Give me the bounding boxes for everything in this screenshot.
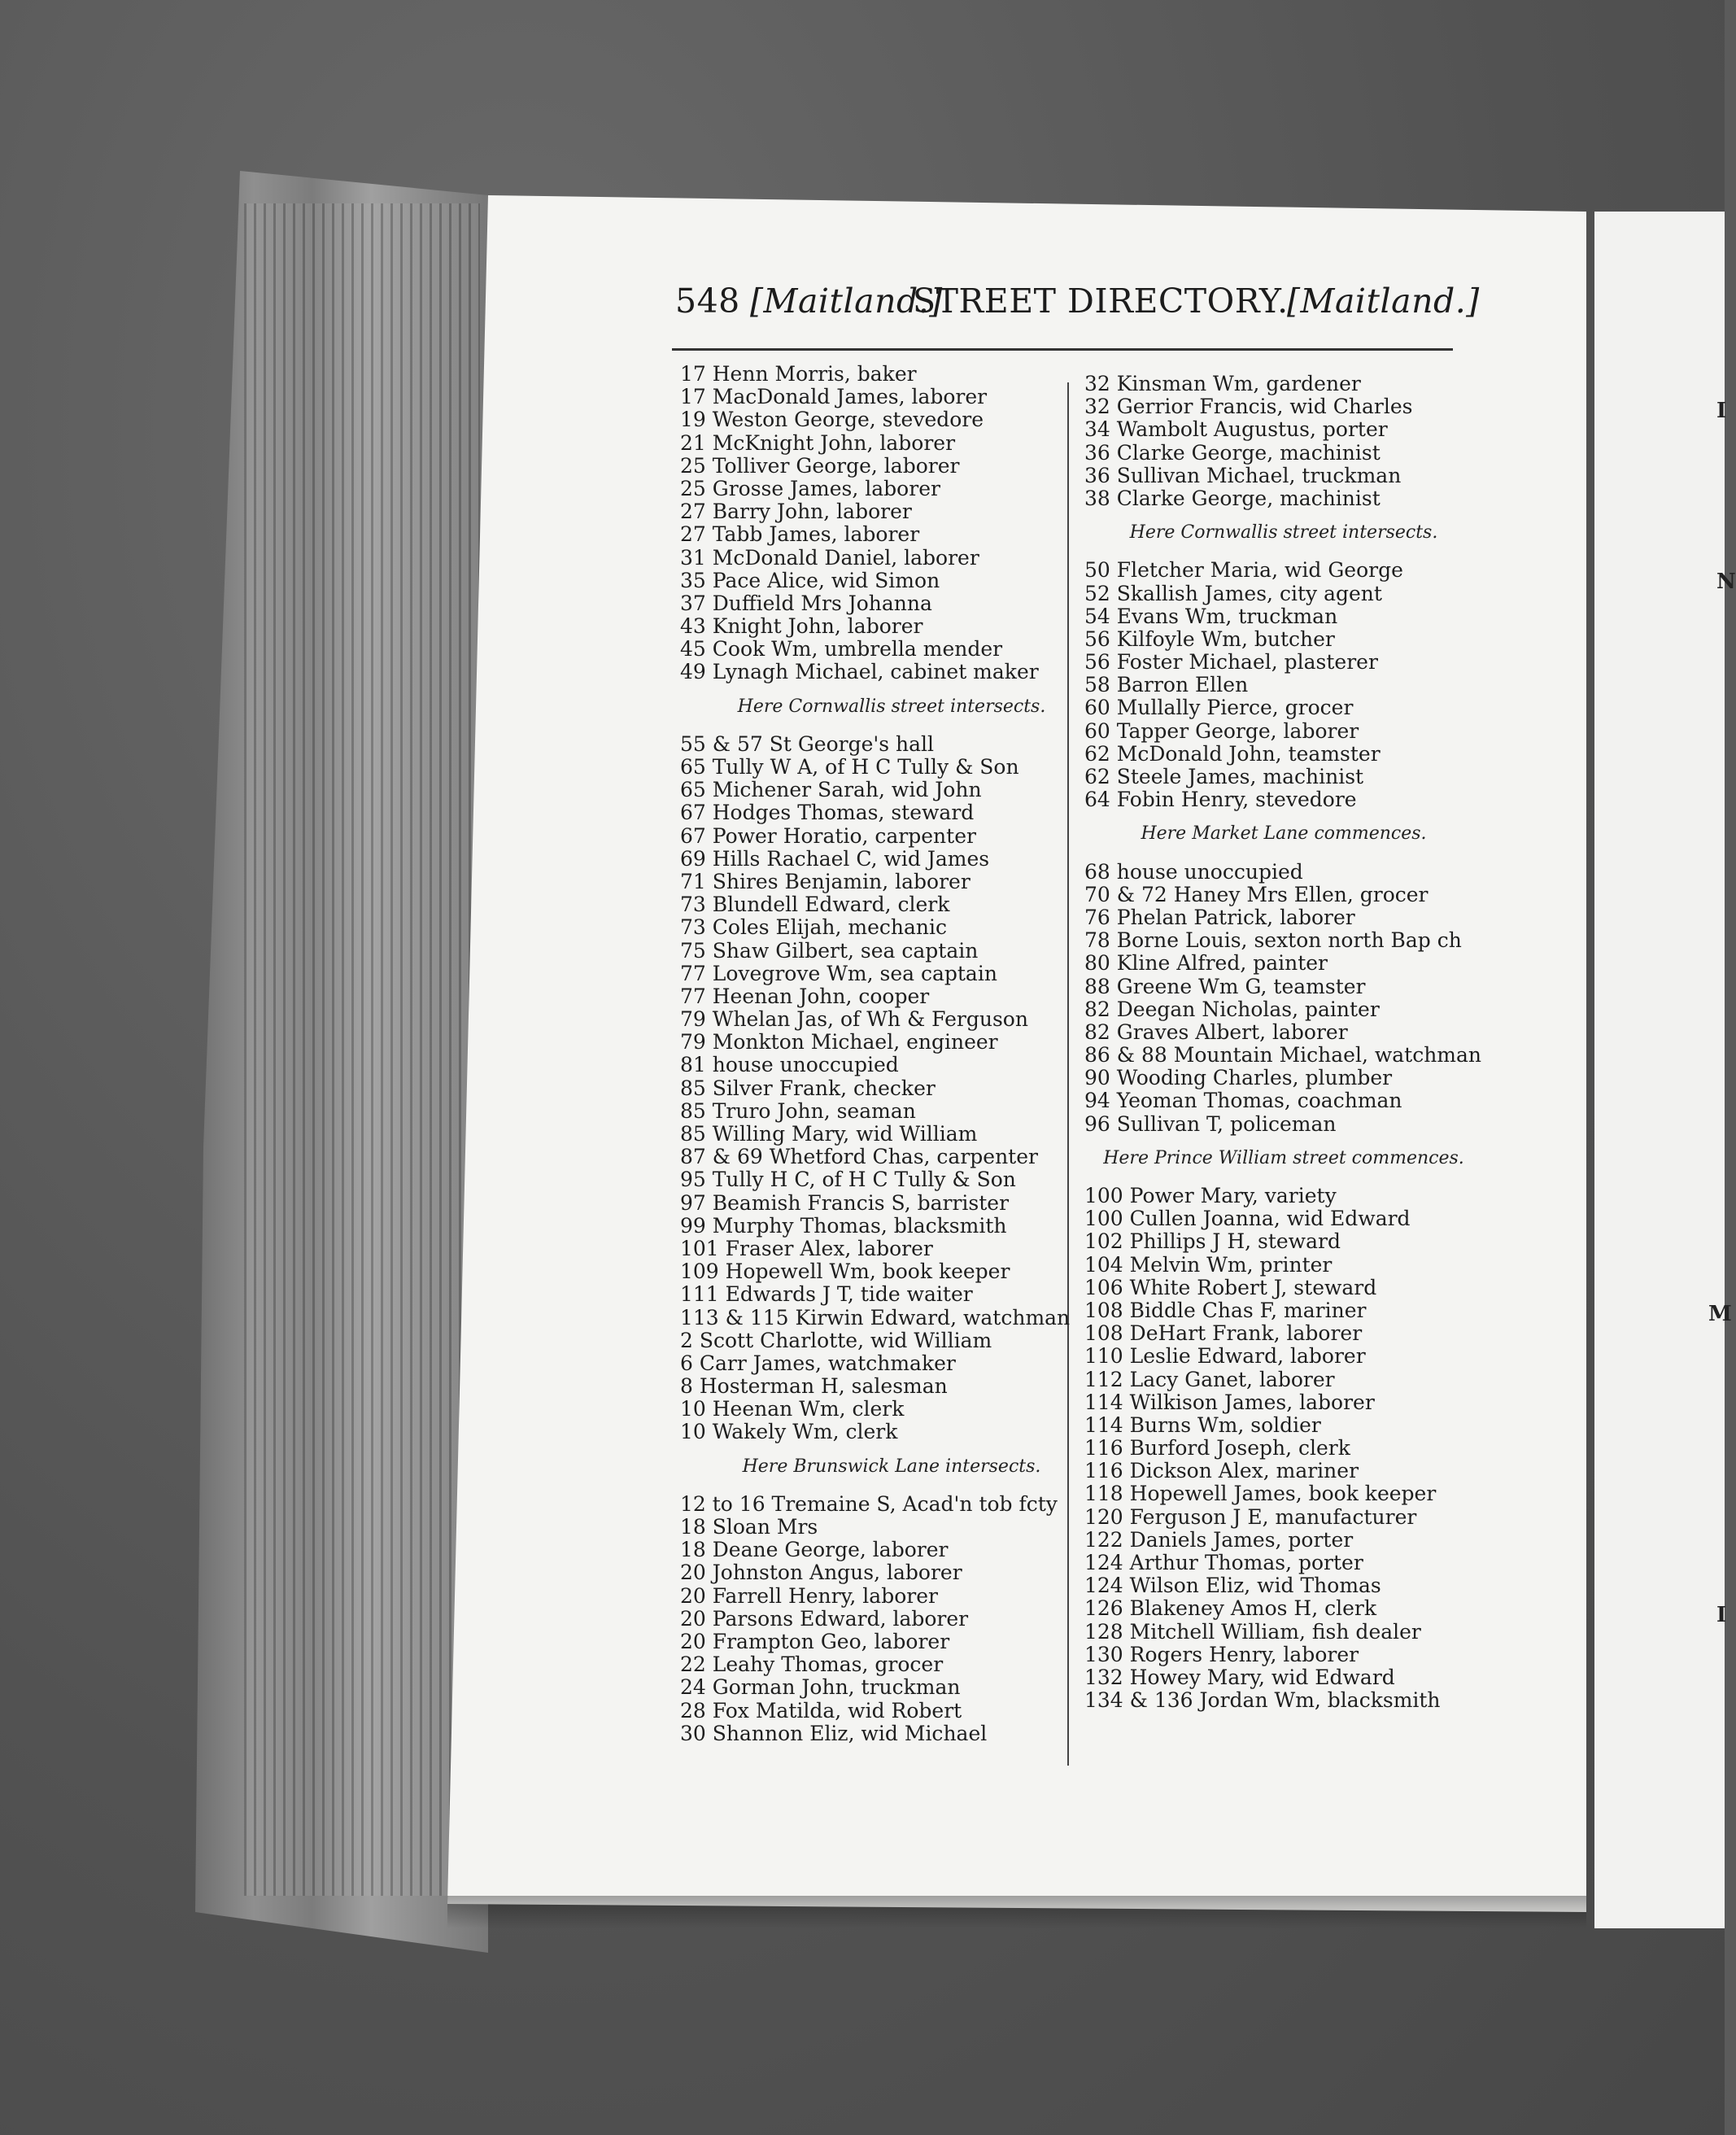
- directory-entry: 69 Hills Rachael C, wid James: [680, 846, 990, 871]
- section-note: Here Market Lane commences.: [1141, 823, 1427, 845]
- header-rule: [672, 348, 1453, 351]
- directory-entry: 99 Murphy Thomas, blacksmith: [680, 1213, 1007, 1238]
- section-note: Here Cornwallis street intersects.: [737, 696, 1046, 717]
- directory-entry: 28 Fox Matilda, wid Robert: [680, 1698, 962, 1722]
- section-note: Here Prince William street commences.: [1103, 1147, 1464, 1168]
- right-column: [1084, 372, 1482, 1713]
- directory-entry: 79 Whelan Jas, of Wh & Ferguson: [680, 1007, 1028, 1032]
- directory-entry: 82 Deegan Nicholas, painter: [1084, 997, 1380, 1021]
- directory-entry: 62 McDonald John, teamster: [1084, 741, 1381, 766]
- directory-entry: 60 Mullally Pierce, grocer: [1084, 696, 1354, 720]
- page-title: STREET DIRECTORY.: [913, 282, 1289, 321]
- directory-entry: 108 DeHart Frank, laborer: [1084, 1321, 1363, 1346]
- directory-entry: 20 Johnston Angus, laborer: [680, 1561, 962, 1585]
- directory-entry: 65 Michener Sarah, wid John: [680, 778, 982, 802]
- directory-entry: 67 Power Horatio, carpenter: [680, 823, 976, 848]
- directory-entry: 65 Tully W A, of H C Tully & Son: [680, 755, 1019, 779]
- facing-page-fragment: I: [1716, 1603, 1727, 1627]
- directory-entry: 109 Hopewell Wm, book keeper: [680, 1260, 1010, 1284]
- directory-entry: 78 Borne Louis, sexton north Bap ch: [1084, 928, 1462, 953]
- directory-entry: 43 Knight John, laborer: [680, 614, 923, 639]
- directory-entry: 20 Frampton Geo, laborer: [680, 1629, 950, 1653]
- directory-entry: 132 Howey Mary, wid Edward: [1084, 1665, 1395, 1689]
- directory-entry: 106 White Robert J, steward: [1084, 1275, 1377, 1299]
- directory-entry: 85 Silver Frank, checker: [680, 1076, 936, 1100]
- directory-entry: 104 Melvin Wm, printer: [1084, 1252, 1333, 1277]
- directory-entry: 45 Cook Wm, umbrella mender: [680, 637, 1003, 661]
- directory-entry: 100 Power Mary, variety: [1084, 1184, 1337, 1207]
- directory-entry: 20 Parsons Edward, laborer: [680, 1606, 969, 1631]
- directory-entry: 49 Lynagh Michael, cabinet maker: [680, 660, 1039, 684]
- directory-entry: 86 & 88 Mountain Michael, watchman: [1084, 1043, 1482, 1068]
- directory-entry: 17 MacDonald James, laborer: [680, 385, 988, 409]
- section-note: Here Cornwallis street intersects.: [1129, 522, 1438, 544]
- directory-entry: 124 Wilson Eliz, wid Thomas: [1084, 1574, 1381, 1598]
- directory-entry: 75 Shaw Gilbert, sea captain: [680, 938, 979, 963]
- directory-entry: 55 & 57 St George's hall: [680, 731, 935, 756]
- directory-entry: 95 Tully H C, of H C Tully & Son: [680, 1168, 1016, 1192]
- directory-entry: 24 Gorman John, truckman: [680, 1675, 961, 1700]
- directory-entry: 27 Barry John, laborer: [680, 500, 912, 524]
- header-left-tag: [Maitland.]: [750, 282, 943, 321]
- directory-entry: 79 Monkton Michael, engineer: [680, 1030, 998, 1054]
- directory-entry: 112 Lacy Ganet, laborer: [1084, 1367, 1335, 1391]
- facing-page-fragment: I: [1716, 399, 1727, 423]
- directory-entry: 67 Hodges Thomas, steward: [680, 801, 975, 825]
- directory-entry: 94 Yeoman Thomas, coachman: [1084, 1089, 1402, 1113]
- directory-entry: 12 to 16 Tremaine S, Acad'n tob fcty: [680, 1491, 1058, 1516]
- directory-entry: 87 & 69 Whetford Chas, carpenter: [680, 1145, 1038, 1169]
- directory-entry: 81 house unoccupied: [680, 1053, 899, 1077]
- directory-entry: 52 Skallish James, city agent: [1084, 581, 1382, 605]
- directory-entry: 116 Dickson Alex, mariner: [1084, 1459, 1359, 1483]
- directory-entry: 25 Grosse James, laborer: [680, 476, 940, 500]
- directory-entry: 50 Fletcher Maria, wid George: [1084, 558, 1403, 583]
- directory-entry: 77 Lovegrove Wm, sea captain: [680, 961, 997, 985]
- directory-entry: 113 & 115 Kirwin Edward, watchman: [680, 1305, 1071, 1329]
- directory-entry: 114 Wilkison James, laborer: [1084, 1390, 1375, 1414]
- directory-entry: 110 Leslie Edward, laborer: [1084, 1344, 1366, 1369]
- directory-entry: 64 Fobin Henry, stevedore: [1084, 788, 1357, 812]
- directory-entry: 58 Barron Ellen: [1084, 673, 1249, 697]
- directory-entry: 116 Burford Joseph, clerk: [1084, 1436, 1350, 1460]
- directory-entry: 120 Ferguson J E, manufacturer: [1084, 1504, 1417, 1529]
- directory-entry: 82 Graves Albert, laborer: [1084, 1019, 1348, 1044]
- directory-entry: 36 Clarke George, machinist: [1084, 440, 1381, 465]
- directory-entry: 25 Tolliver George, laborer: [680, 453, 960, 478]
- page-number: 548: [675, 282, 740, 321]
- directory-entry: 56 Kilfoyle Wm, butcher: [1084, 627, 1335, 651]
- directory-entry: 96 Sullivan T, policeman: [1084, 1111, 1337, 1136]
- page-bottom-shadow: [447, 1896, 1586, 1928]
- directory-entry: 97 Beamish Francis S, barrister: [680, 1190, 1010, 1215]
- directory-entry: 54 Evans Wm, truckman: [1084, 604, 1338, 628]
- directory-entry: 35 Pace Alice, wid Simon: [680, 568, 940, 592]
- directory-entry: 8 Hosterman H, salesman: [680, 1374, 948, 1399]
- directory-entry: 111 Edwards J T, tide waiter: [680, 1282, 973, 1307]
- directory-entry: 77 Heenan John, cooper: [680, 984, 930, 1008]
- directory-entry: 85 Willing Mary, wid William: [680, 1122, 978, 1146]
- directory-entry: 56 Foster Michael, plasterer: [1084, 650, 1378, 675]
- directory-entry: 102 Phillips J H, steward: [1084, 1229, 1341, 1254]
- directory-entry: 38 Clarke George, machinist: [1084, 486, 1381, 510]
- directory-entry: 88 Greene Wm G, teamster: [1084, 974, 1366, 998]
- directory-entry: 73 Coles Elijah, mechanic: [680, 915, 948, 940]
- directory-entry: 37 Duffield Mrs Johanna: [680, 591, 932, 615]
- directory-entry: 18 Deane George, laborer: [680, 1538, 949, 1562]
- directory-entry: 31 McDonald Daniel, laborer: [680, 545, 979, 570]
- directory-entry: 34 Wambolt Augustus, porter: [1084, 417, 1388, 442]
- directory-entry: 30 Shannon Eliz, wid Michael: [680, 1721, 988, 1745]
- directory-entry: 134 & 136 Jordan Wm, blacksmith: [1084, 1688, 1441, 1713]
- directory-entry: 80 Kline Alfred, painter: [1084, 951, 1328, 976]
- section-note: Here Brunswick Lane intersects.: [742, 1456, 1041, 1477]
- facing-page-fragment: N: [1716, 570, 1736, 594]
- directory-entry: 76 Phelan Patrick, laborer: [1084, 905, 1355, 929]
- directory-entry: 32 Gerrior Francis, wid Charles: [1084, 395, 1413, 419]
- directory-entry: 130 Rogers Henry, laborer: [1084, 1642, 1359, 1666]
- directory-entry: 36 Sullivan Michael, truckman: [1084, 463, 1402, 487]
- book-page-edge-lines: [244, 203, 480, 1896]
- directory-entry: 122 Daniels James, porter: [1084, 1527, 1354, 1552]
- directory-entry: 68 house unoccupied: [1084, 859, 1303, 884]
- facing-page-fragment: M: [1708, 1302, 1732, 1326]
- directory-entry: 62 Steele James, machinist: [1084, 765, 1364, 788]
- directory-entry: 17 Henn Morris, baker: [680, 362, 917, 386]
- directory-entry: 90 Wooding Charles, plumber: [1084, 1066, 1393, 1090]
- directory-entry: 101 Fraser Alex, laborer: [680, 1236, 933, 1260]
- directory-entry: 27 Tabb James, laborer: [680, 522, 920, 547]
- directory-entry: 71 Shires Benjamin, laborer: [680, 869, 971, 893]
- directory-entry: 70 & 72 Haney Mrs Ellen, grocer: [1084, 882, 1428, 906]
- directory-entry: 60 Tapper George, laborer: [1084, 718, 1359, 743]
- directory-entry: 2 Scott Charlotte, wid William: [680, 1328, 992, 1352]
- directory-entry: 10 Heenan Wm, clerk: [680, 1397, 905, 1421]
- directory-entry: 20 Farrell Henry, laborer: [680, 1583, 938, 1608]
- directory-entry: 124 Arthur Thomas, porter: [1084, 1551, 1363, 1574]
- facing-page: [1594, 212, 1736, 1928]
- directory-entry: 22 Leahy Thomas, grocer: [680, 1653, 944, 1677]
- directory-entry: 85 Truro John, seaman: [680, 1098, 916, 1123]
- directory-entry: 19 Weston George, stevedore: [680, 408, 984, 432]
- directory-entry: 126 Blakeney Amos H, clerk: [1084, 1596, 1377, 1621]
- directory-entry: 21 McKnight John, laborer: [680, 430, 956, 455]
- directory-entry: 114 Burns Wm, soldier: [1084, 1412, 1321, 1437]
- directory-entry: 18 Sloan Mrs: [680, 1515, 818, 1539]
- directory-entry: 128 Mitchell William, fish dealer: [1084, 1619, 1421, 1644]
- directory-entry: 108 Biddle Chas F, mariner: [1084, 1298, 1367, 1322]
- directory-entry: 10 Wakely Wm, clerk: [680, 1420, 898, 1444]
- directory-entry: 32 Kinsman Wm, gardener: [1084, 372, 1361, 395]
- directory-entry: 118 Hopewell James, book keeper: [1084, 1482, 1437, 1506]
- directory-entry: 73 Blundell Edward, clerk: [680, 893, 950, 917]
- page-header: [675, 282, 1480, 330]
- directory-entry: 100 Cullen Joanna, wid Edward: [1084, 1207, 1411, 1231]
- directory-entry: 6 Carr James, watchmaker: [680, 1351, 956, 1375]
- header-right-tag: [Maitland.]: [1287, 282, 1480, 321]
- left-column: [680, 363, 1071, 1745]
